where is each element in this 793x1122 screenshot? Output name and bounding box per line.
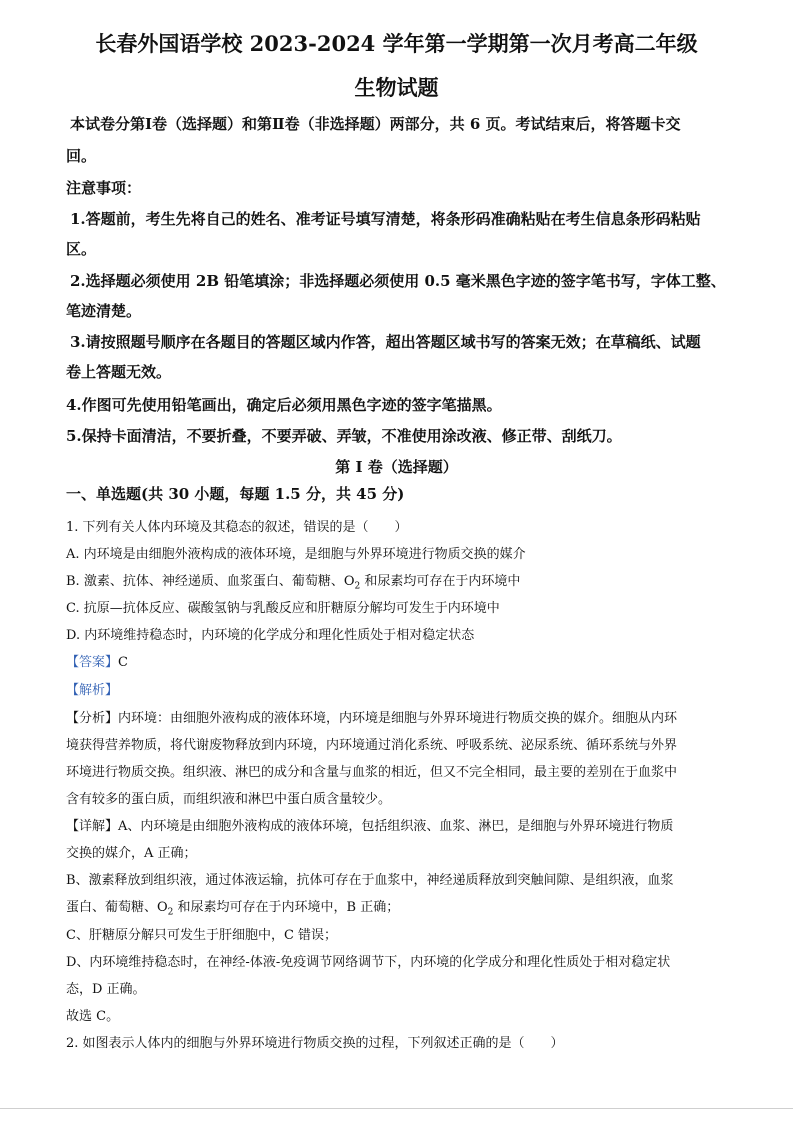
q1-stem: 1. 下列有关人体内环境及其稳态的叙述，错误的是（ ） — [66, 520, 408, 535]
xiangjie-b-line-2: 蛋白、葡萄糖、$O_2$ 和尿素均可存在于内环境中，B 正确； — [66, 900, 400, 918]
q1-conclusion: 故选 C。 — [66, 1009, 120, 1024]
intro-line-1: 本试卷分第Ⅰ卷（选择题）和第Ⅱ卷（非选择题）两部分，共 6 页。考试结束后，将答题卡交 — [70, 115, 681, 133]
intro-line-2: 回。 — [66, 147, 97, 165]
q1-option-a: A. 内环境是由细胞外液构成的液体环境，是细胞与外界环境进行物质交换的媒介 — [66, 547, 526, 562]
note-1-line-2: 区。 — [66, 240, 97, 258]
q2-stem: 2. 如图表示人体内的细胞与外界环境进行物质交换的过程，下列叙述正确的是（ ） — [66, 1036, 564, 1051]
subject-title: 生物试题 — [354, 75, 439, 100]
fenxi-line-1: 【分析】内环境：由细胞外液构成的液体环境，内环境是细胞与外界环境进行物质交换的媒介。细胞从内环 — [66, 711, 678, 726]
note-4: 4.作图可先使用铅笔画出，确定后必须用黑色字迹的签字笔描黑。 — [66, 396, 502, 414]
note-1-line-1: 1.答题前，考生先将自己的姓名、准考证号填写清楚，将条形码准确粘贴在考生信息条形码粘贴 — [70, 210, 701, 228]
xiangjie-a-line-2: 交换的媒介，A 正确； — [66, 846, 197, 861]
note-2-line-1: 2.选择题必须使用 2B 铅笔填涂；非选择题必须使用 0.5 毫米黑色字迹的签字笔书写，字体工整、 — [70, 272, 726, 290]
note-2-line-2: 笔迹清楚。 — [66, 302, 142, 320]
answer-tag: 【答案】 — [66, 655, 119, 670]
fenxi-line-2: 境获得营养物质，将代谢废物释放到内环境，内环境通过消化系统、呼吸系统、泌尿系统、循环系统与外界 — [66, 738, 678, 753]
xiangjie-c: C、肝糖原分解只可发生于肝细胞中，C 错误； — [66, 928, 338, 943]
page-bottom-rule — [0, 1108, 793, 1109]
fenxi-line-4: 含有较多的蛋白质，而组织液和淋巴中蛋白质含量较少。 — [66, 792, 392, 807]
note-3-line-1: 3.请按照题号顺序在各题目的答题区域内作答，超出答题区域书写的答案无效；在草稿纸、试题 — [70, 333, 701, 351]
xiangjie-d-line-1: D、内环境维持稳态时，在神经-体液-免疫调节网络调节下，内环境的化学成分和理化性质处于相对稳定状 — [66, 955, 671, 970]
xiangjie-d-line-2: 态，D 正确。 — [66, 982, 146, 997]
xiangjie-a-line-1: 【详解】A、内环境是由细胞外液构成的液体环境，包括组织液、血浆、淋巴，是细胞与外界环境进行物质 — [66, 819, 674, 834]
part-one-title: 第 I 卷（选择题） — [335, 458, 458, 476]
notes-heading: 注意事项： — [66, 179, 142, 197]
xiangjie-b-line-1: B、激素释放到组织液，通过体液运输，抗体可存在于血浆中，神经递质释放到突触间隙、是组织液，血浆 — [66, 873, 674, 888]
fenxi-line-3: 环境进行物质交换。组织液、淋巴的成分和含量与血浆的相近，但又不完全相同，最主要的差别在于血浆中 — [66, 765, 678, 780]
analysis-tag: 【解析】 — [66, 683, 119, 698]
q1-option-c: C. 抗原—抗体反应、碳酸氢钠与乳酸反应和肝糖原分解均可发生于内环境中 — [66, 601, 500, 616]
q1-answer: 【答案】C — [66, 655, 128, 670]
exam-title: 长春外国语学校 2023-2024 学年第一学期第一次月考高二年级 — [95, 31, 698, 56]
q1-option-b: B. 激素、抗体、神经递质、血浆蛋白、葡萄糖、$O_2$ 和尿素均可存在于内环境中 — [66, 574, 521, 592]
note-3-line-2: 卷上答题无效。 — [66, 363, 172, 381]
q1-option-d: D. 内环境维持稳态时，内环境的化学成分和理化性质处于相对稳定状态 — [66, 628, 475, 643]
note-5: 5.保持卡面清洁，不要折叠，不要弄破、弄皱，不准使用涂改液、修正带、刮纸刀。 — [66, 427, 622, 445]
section-heading: 一、单选题(共 30 小题，每题 1.5 分，共 45 分) — [66, 485, 405, 503]
